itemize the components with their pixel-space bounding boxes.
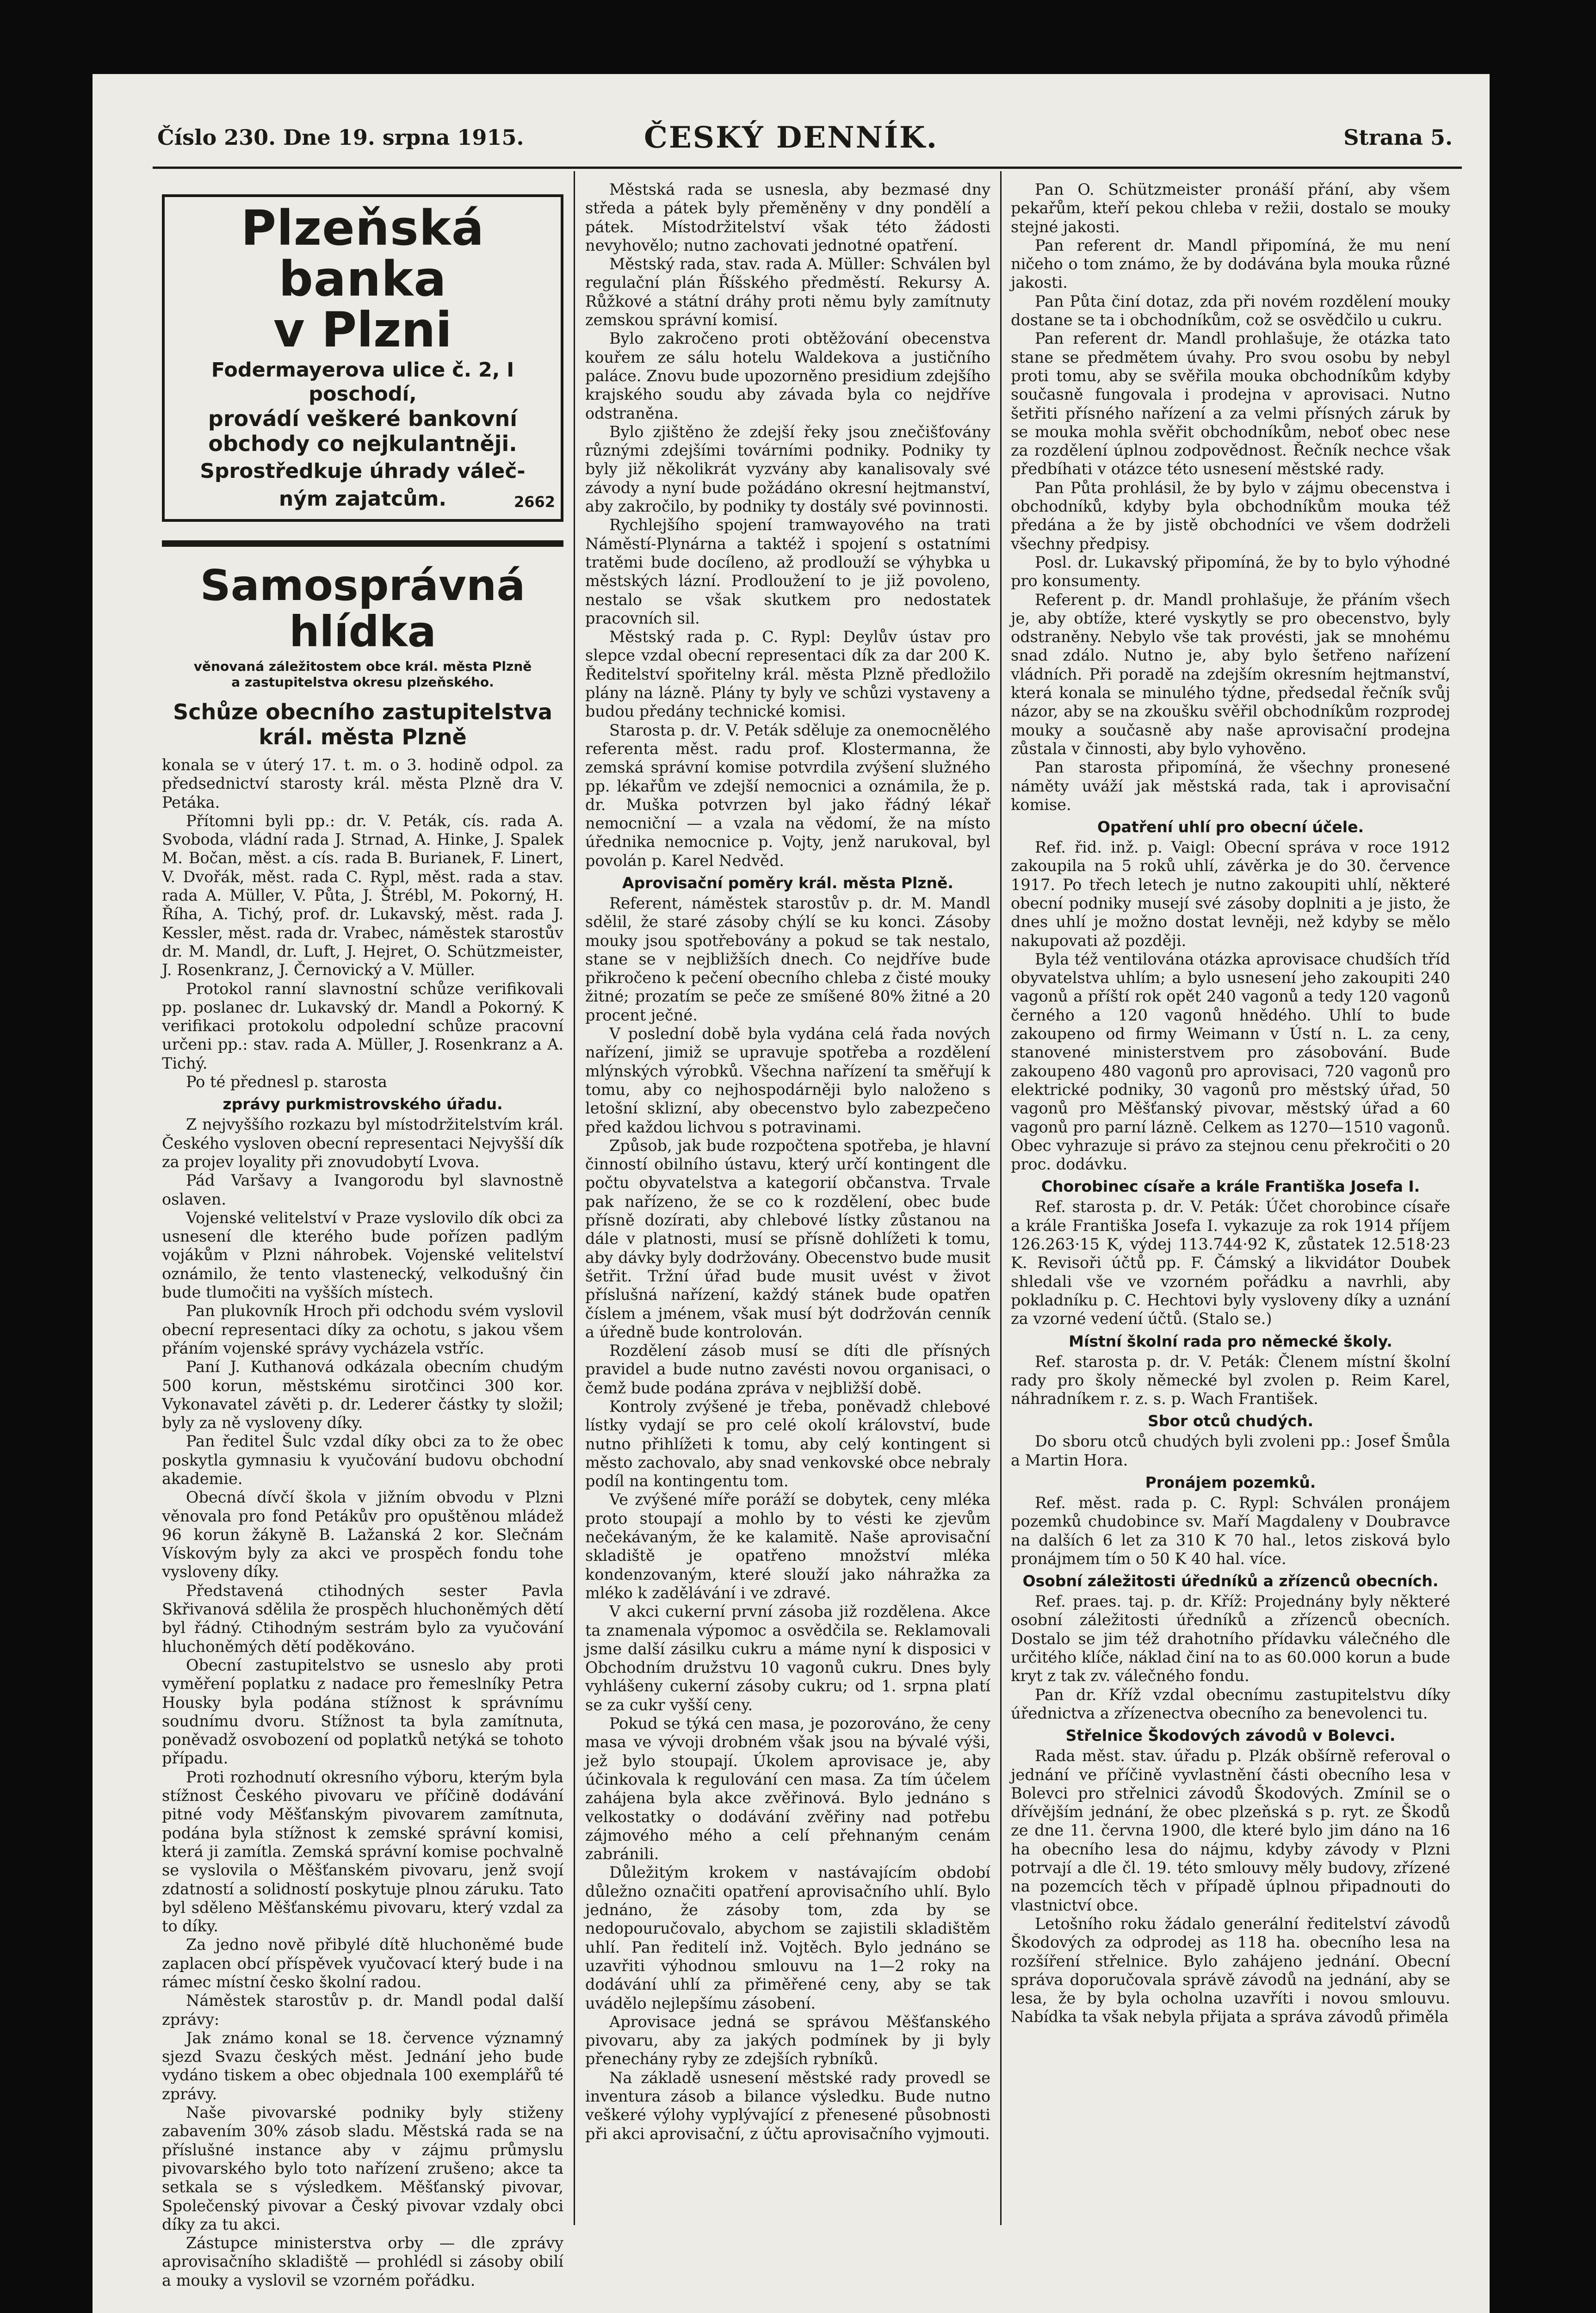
paragraph: Ref. starosta p. dr. V. Peták: Členem místní školní rady pro školy německé byl zvolen p. Reim Karel, náhradníkem r. z. s. p. Wach František. <box>1011 1352 1450 1408</box>
paragraph: Za jedno nově přibylé dítě hluchoněmé bude zaplacen obcí příspěvek vyučovací který bude i na rámec místní česko školní radou. <box>162 1936 563 1991</box>
paragraph: Jak známo konal se 18. července významný sjezd Svazu českých měst. Jednání jeho bude vydáno tiskem a obec objednala 100 exemplářů té zprávy. <box>162 2029 563 2103</box>
paragraph: Protokol ranní slavnostní schůze verifikovali pp. poslanec dr. Lukavský dr. Mandl a Pokorný. K verifikaci protokolu odpolední schůze pracovní určeni pp.: stav. rada A. Müller, J. Rosenkranz a A. Tichý. <box>162 979 563 1072</box>
paragraph: Představená ctihodných sester Pavla Skřivanová sdělila že prospěch hluchoněmých dětí byl řádný. Ctihodným sestrám bylo za vyučování hluchoněmých dětí poděkováno. <box>162 1581 563 1656</box>
section-divider <box>162 540 563 547</box>
section-subtitle-line: věnovaná záležitostem obce král. města Plzně <box>193 659 532 674</box>
paragraph: Rozdělení zásob musí se díti dle přísných pravidel a bude nutno zavésti novou organisaci, o čemž bude podána zpráva v nejbližší době. <box>585 1342 990 1397</box>
subheading: Aprovisační poměry král. města Plzně. <box>622 873 953 892</box>
paragraph: Pan ředitel Šulc vzdal díky obci za to že obec poskytla gymnasiu k vyučování budovu obchodní akademie. <box>162 1432 563 1488</box>
paragraph: Rada měst. stav. úřadu p. Plzák obšírně referoval o jednání ve příčině vyvlastnění části obecního lesa v Bolevci pro střelnici závodů Škodových. Zmínil se o dřívějším jednání, že obec plzeňská s p. ryt. ze Škodů ze dne 11. června 1900, dle které bylo jim dáno na 16 ha obecního lesa do nájmu, kdyby závody v Plzni potrvají a dle čl. 19. této smlouvy měly budovy, zřízené na pozemcích těch v případě úplnou připadnouti do vlastnictví obce. <box>1011 1747 1450 1914</box>
subheading: Opatření uhlí pro obecní účele. <box>1097 818 1364 836</box>
paragraph: Způsob, jak bude rozpočtena spotřeba, je hlavní činností obilního ústavu, který určí kontingent dle počtu obyvatelstva a kategorií občanstva. Trvale pak nařízeno, že se co k rozdělení, obec bude přísně dozírati, aby chlebové lístky zůstanou na dále v platnosti, musí se přísně dohlížeti k tomu, aby dávky byly dodržovány. Obecenstvo bude musit šetřit. Tržní úřad bude musit uvést v život příslušná nařízení, každý stánek bude opatřen číslem a jménem, však musí být dodržován cenník a úředně bude kontrolován. <box>585 1136 990 1341</box>
paragraph: Obecná dívčí škola v jižním obvodu v Plzni věnovala pro fond Petákův pro opuštěnou mládež 96 korun žákyně B. Lažanská 2 kor. Slečnám Vískovým byly za akci ve prospěch fondu tohe vysloveny díky. <box>162 1488 563 1581</box>
paragraph: Byla též ventilována otázka aprovisace chudších tříd obyvatelstva uhlím; a bylo usnesení jeho zakoupiti 240 vagonů a příští rok opět 240 vagonů a tedy 120 vagonů černého a 120 vagonů hnědého. Uhlí to bude zakoupeno od firmy Weimann v Ústí n. L. za ceny, stanovené ministerstvem pro zásobování. Bude zakoupeno 480 vagonů pro aprovisaci, 720 vagonů pro elektrické podniky, 30 vagonů pro městský úřad, 50 vagonů pro Měšťanský pivovar, městský úřad a 60 vagonů pro parní lázně. Celkem as 1270—1510 vagonů. Obec vyhrazuje si právo za stejnou cenu překročiti o 20 proc. dodávku. <box>1011 950 1450 1174</box>
header-rule <box>153 167 1462 169</box>
paragraph: Letošního roku žádalo generální ředitelství závodů Škodových za odprodej as 118 ha. obecního lesa na rozšíření střelnice. Bylo zahájeno jednání. Obecní správa doporučovala správě závodů na jednání, aby se lesa, že by byla ocholna uzavříti i novou smlouvu. Nabídka ta však nebyla přijata a správa závodů přiměla <box>1011 1914 1450 2026</box>
paragraph: Referent, náměstek starostův p. dr. M. Mandl sdělil, že staré zásoby chýlí se ku konci. Zásoby mouky jsou spotřebovány a pokud se tak nestalo, stane se v nejbližších dnech. Co nejdříve bude přikročeno k pečení obecního chleba z čisté mouky žitné; prozatím se peče ze smíšené 80% žitné a 20 procent ječné. <box>585 894 990 1024</box>
column-3 <box>1011 180 1450 2225</box>
subheading: Místní školní rada pro německé školy. <box>1069 1332 1392 1350</box>
ad-title: Plzeňská banka <box>241 200 485 307</box>
paragraph: Ref. měst. rada p. C. Rypl: Schválen pronájem pozemků chudobince sv. Maří Magdaleny v Doubravce na dalších 6 let za 310 K 70 hal., letos zisková bylo pronájmem tím o 50 K 40 hal. více. <box>1011 1494 1450 1568</box>
paragraph: V akci cukerní první zásoba již rozdělena. Akce ta znamenala výpomoc a osvědčila se. Reklamovali jsme další zásilku cukru a máme nyní k disposici v Obchodním družstvu 10 vagonů cukru. Dnes byly vyhlášeny cukerní zásoby cukru; od 1. srpna platí se za cukr vyšší ceny. <box>585 1602 990 1714</box>
paragraph: Bylo zakročeno proti obtěžování obecenstva kouřem ze sálu hotelu Waldekova a justičního paláce. Znovu bude upozorněno presidium zdejšího krajského soudu aby závada byla co nejdříve odstraněna. <box>585 329 990 422</box>
subheading: Střelnice Škodových závodů v Bolevci. <box>1065 1726 1396 1745</box>
paragraph: Do sboru otců chudých byli zvoleni pp.: Josef Šmůla a Martin Hora. <box>1011 1432 1450 1469</box>
page-number: Strana 5. <box>1343 125 1453 150</box>
bank-advertisement <box>162 194 563 522</box>
paragraph: Z nejvyššího rozkazu byl místodržitelstvím král. Českého vysloven obecní representaci Nejvyšší dík za projev loyality při znovudobytí Lvova. <box>162 1115 563 1171</box>
paragraph: Pan Půta činí dotaz, zda při novém rozdělení mouky dostane se ta i obchodníkům, což se osvědčilo u cukru. <box>1011 292 1450 329</box>
paragraph: Paní J. Kuthanová odkázala obecním chudým 500 korun, městskému sirotčinci 300 kor. Vykonavatel závěti p. dr. Lederer částky ty složil; byly za ně vysloveny díky. <box>162 1358 563 1432</box>
paragraph: Aprovisace jedná se správou Měšťanského pivovaru, aby za jakých podmínek by ji byly přenechány ryby ze zdejších rybníků. <box>585 2012 990 2068</box>
paragraph: Pan starosta připomíná, že všechny pronesené náměty uváží jak městská rada, tak i aprovisační komise. <box>1011 758 1450 814</box>
ad-text: Sprostředkuje úhrady váleč- <box>200 459 526 483</box>
article-headline-line: Schůze obecního zastupitelstva <box>173 699 552 724</box>
section-title: Samosprávná hlídka <box>200 561 526 656</box>
paragraph: Obecní zastupitelstvo se usneslo aby proti vyměření poplatku z nadace pro řemeslníky Petra Housky byla podána stížnost k správnímu soudnímu dvoru. Stížnost ta byla zamítnuta, poněvadž osvobození od poplatků netýká se tohoto případu. <box>162 1656 563 1768</box>
newspaper-title: ČESKÝ DENNÍK. <box>644 120 938 155</box>
paragraph: Po té přednesl p. starosta <box>186 1073 387 1091</box>
subheading: Osobní záležitosti úředníků a zřízenců obecních. <box>1022 1572 1439 1590</box>
paragraph: Městský rada, stav. rada A. Müller: Schválen byl regulační plán Říšského předměstí. Rekursy A. Růžkové a státní dráhy proti němu byly zamítnuty zemskou správní komisí. <box>585 255 990 329</box>
column-rule <box>574 171 575 2225</box>
paragraph: Starosta p. dr. V. Peták sděluje za onemocnělého referenta měst. radu prof. Klostermanna, že zemská správní komise potvrdila zvýšení služného pp. lékařům ve zdejší nemocnici a oznámila, že p. dr. Muška potvrzen byl jako řádný lékař nemocniční — a vzala na vědomí, že na místo úřednika nemocnice p. Vojty, jenž narukoval, byl povolán p. Karel Nedvěd. <box>585 721 990 870</box>
paragraph: Na základě usnesení městské rady provedl se inventura zásob a bilance výsledku. Bude nutno veškeré výlohy vyplývající z přenesené působnosti při akci aprovisační, z účtu aprovisačního vyjmouti. <box>585 2068 990 2143</box>
paragraph: Důležitým krokem v nastávajícím období důležno označiti opatření aprovisačního uhlí. Bylo jednáno, že zásoby tom, zda by se nedopouručovalo, abychom se zajistili skladištěm uhlí. Pan ředitelí inž. Vojtěch. Bylo jednáno se uzavřiti výhodnou smlouvu na 1—2 roky na dodávání uhlí za přiměřené ceny, aby se tak uvádělo nejlepšímu zásobení. <box>585 1863 990 2012</box>
paragraph: Ref. praes. taj. p. dr. Kříž: Projednány byly některé osobní záležitosti úředníků a zřízenců obecních. Dostalo se jim též drahotního přídavku válečného dle určitého klíče, náklad činí na to as 60.000 korun a bude kryt z tak zv. válečného fondu. <box>1011 1592 1450 1685</box>
paragraph: Ref. starosta p. dr. V. Peták: Účet chorobince císaře a krále Františka Josefa I. vykazuje za rok 1914 příjem 126.263·15 K, výdej 113.744·92 K, zůstatek 12.518·23 K. Revisoři účtů pp. F. Čámský a likvidátor Doubek shledali vše ve vzorném pořádku a navrhli, aby pokladníku p. C. Hechtovi byly vysloveny díky a uznání za vzorné vedení účtů. (Stalo se.) <box>1011 1198 1450 1328</box>
column-2 <box>585 180 990 2225</box>
paragraph: Náměstek starostův p. dr. Mandl podal další zprávy: <box>162 1991 563 2029</box>
paragraph: Naše pivovarské podniky byly stiženy zabavením 30% zásob sladu. Městská rada se na příslušné instance aby v zájmu průmyslu pivovarského bylo toto nařízení zrušeno; akce ta setkala se s výsledkem. Měšťanský pivovar, Společenský pivovar a Český pivovar vzdaly obci díky za tu akci. <box>162 2103 563 2233</box>
paragraph: Pan plukovník Hroch při odchodu svém vyslovil obecní representaci díky za ochotu, s jakou všem přáním vojenské správy vycházela vstříc. <box>162 1302 563 1357</box>
paragraph: Městská rada se usnesla, aby bezmasé dny středa a pátek byly přeměněny v dny pondělí a pátek. Místodržitelství však této žádosti nevyhovělo; nutno zachovati jednotné opatření. <box>585 180 990 254</box>
ad-text: obchody co nejkulantněji. <box>208 431 517 456</box>
column-rule <box>1000 171 1002 2225</box>
paragraph: Pád Varšavy a Ivangorodu byl slavnostně oslaven. <box>162 1171 563 1208</box>
paragraph: Pan Půta prohlásil, že by bylo v zájmu obecenstva i obchodníků, kdyby byla obchodníkům mouka též předána a že by jistě obchodníci ve všem dodrželi všechny předpisy. <box>1011 478 1450 553</box>
column-3-text <box>1011 180 1450 2027</box>
column-1 <box>162 180 563 2289</box>
subheading: Chorobinec císaře a krále Františka Josefa I. <box>1041 1177 1420 1196</box>
subheading: Pronájem pozemků. <box>1145 1473 1316 1491</box>
paragraph: V poslední době byla vydána celá řada nových nařízení, jimiž se upravuje spotřeba a rozdělení mlýnských výrobků. Všechna nařízení ta směřují k tomu, aby co nejhospodárněji bylo naloženo s letošní sklizní, aby obecenstvo bylo zabezpečeno před každou lichvou s potravinami. <box>585 1025 990 1136</box>
paragraph: Proti rozhodnutí okresního výboru, kterým byla stížnost Českého pivovaru ve příčině dodávání pitné vody Měšťanským pivovarem zamítnuta, podána byla stížnost k zemské správní komisi, která ji zamítla. Zemská správní komise pochvalně se vyslovila o Měšťanském pivovaru, jenž svojí zdatností a solidností poskytuje plnou záruku. Tato byl sděleno Měšťanskému pivovaru, který vzdal za to díky. <box>162 1768 563 1936</box>
section-subtitle-line: a zastupitelstva okresu plzeňského. <box>231 674 494 690</box>
paragraph: Referent p. dr. Mandl prohlašuje, že přáním všech je, aby obtíže, které vyskytly se pro obecenstvo, byly odstraněny. Nebylo vše tak provésti, jak se mnohému snad zdálo. Nutno je, aby bylo šetřeno nařízení vládních. Při poradě na zdejším okresním hejtmanství, která konala se minulého týdne, předsedal řečník svůj názor, aby se na zkoušku svěřil obchodníkům rozprodej mouky a současně aby naše aprovisační prodejna zůstala v činnosti, aby bylo vyhověno. <box>1011 590 1450 758</box>
article-headline-line: král. města Plzně <box>259 724 467 749</box>
column-1-text <box>162 756 563 2290</box>
paragraph: Bylo zjištěno že zdejší řeky jsou znečišťovány různými zdejšími továrními podniky. Podniky ty byly již několikrát vyzvány aby kanalisovaly své závody a nyní bude požádáno okresní hejtmanství, aby zakročilo, by podniky ty dostály své povinnosti. <box>585 422 990 516</box>
paragraph: Pan O. Schützmeister pronáší přání, aby všem pekařům, kteří pekou chleba v režii, dostalo se mouky stejné jakosti. <box>1011 180 1450 236</box>
ad-text: provádí veškeré bankovní <box>208 406 518 431</box>
column-2-text <box>585 180 990 2143</box>
issue-date: Číslo 230. Dne 19. srpna 1915. <box>157 125 524 150</box>
paragraph: Ref. řid. inž. p. Vaigl: Obecní správa v roce 1912 zakoupila na 5 roků uhlí, závěrka je do 30. července 1917. Po třech letech je nutno zakoupiti uhlí, některé obecní podniky musejí své zásoby doplniti a je jisto, že dnes uhlí je možno dostat levněji, než kdyby se mělo nakupovati až později. <box>1011 838 1450 950</box>
newspaper-page <box>93 74 1490 2313</box>
paragraph: konala se v úterý 17. t. m. o 3. hodině odpol. za předsednictví starosty král. města Plzně dra V. Petáka. <box>162 756 563 811</box>
paragraph: Zástupce ministerstva orby — dle zprávy aprovisačního skladiště — prohlédl si zásoby obilí a mouky a vyslovil se vzorném pořádku. <box>162 2234 563 2289</box>
paragraph: Pokud se týká cen masa, je pozorováno, že ceny masa ve vývoji drobném však jsou na bývalé výši, jež bylo stoupají. Úkolem aprovisace je, aby účinkovala k regulování cen masa. Za tím účelem zahájena byla akce zvěřinová. Bylo jednáno s velkostatky o dodávání zvěřiny nad potřebu zájmového mého a celí přehnaným cenám zabránili. <box>585 1714 990 1863</box>
section-subtitle <box>162 659 563 690</box>
paragraph: Rychlejšího spojení tramwayového na trati Náměstí-Plynárna a taktéž i spojení s ostatními tratěmi bude docíleno, až prodlouží se výhybka u městských lázní. Prodloužení to je již povoleno, nestalo se však skutkem pro nedostatek pracovních sil. <box>585 516 990 627</box>
subheading: zprávy purkmistrovského úřadu. <box>223 1095 503 1113</box>
paragraph: Pan referent dr. Mandl připomíná, že mu není ničeho o tom známo, že by dodávána byla mouka různé jakosti. <box>1011 236 1450 292</box>
ad-text: ným zajatcům. <box>278 487 447 511</box>
subheading: Sbor otců chudých. <box>1147 1412 1314 1430</box>
paragraph: Městský rada p. C. Rypl: Deylův ústav pro slepce vzdal obecní representaci dík za dar 200 K. Ředitelství spořitelny král. města Plzně předložilo plány na lázně. Plány ty byly ve schůzi vystaveny a budou předány technické komisi. <box>585 628 990 721</box>
ad-address: Fodermayerova ulice č. 2, I poschodí, <box>211 359 514 406</box>
ad-number: 2662 <box>513 493 555 511</box>
paragraph: Vojenské velitelství v Praze vyslovilo dík obci za usnesení dle kterého bude pořízen padlým vojákům v Plzni náhrobek. Vojenské velitelství oznámilo, že tento vlastenecký, velkodušný čin bude tlumočiti na vyšších místech. <box>162 1208 563 1302</box>
paragraph: Kontroly zvýšené je třeba, poněvadž chlebové lístky vydají se pro celé okolí království, bude nutno přihlížeti k tomu, aby celý kontingent si město zachovalo, aby snad venkovské obce nebraly podíl na kontingentu tom. <box>585 1398 990 1490</box>
paragraph: Pan dr. Kříž vzdal obecnímu zastupitelstvu díky úřednictva a zřízenectva obecního za benevolenci tu. <box>1011 1685 1450 1722</box>
paragraph: Pan referent dr. Mandl prohlašuje, že otázka tato stane se předmětem úvahy. Pro svou osobu by nebyl proti tomu, aby se svěřila mouka obchodníkům kdyby současně fungovala i prodejna v aprovisaci. Nutno šetřiti přísného nařízení a za velmi přísných záruk by se mouka mohla svěřit obchodníkům, neboť obec nese za rozdělení úplnou zodpovědnost. Řečník nechce však předbíhati v otázce této usnesení městské rady. <box>1011 329 1450 478</box>
paragraph: Ve zvýšené míře poráží se dobytek, ceny mléka proto stoupají a mohlo by to vésti ke zjevům nečekávaným, že ke kalamitě. Naše aprovisační skladiště je opatřeno množství mléka kondenzovaným, které slouží jako náhražka za mléko k zadělávání i ve zdravé. <box>585 1490 990 1602</box>
paragraph: Posl. dr. Lukavský připomíná, že by to bylo výhodné pro konsumenty. <box>1011 553 1450 590</box>
paragraph: Přítomni byli pp.: dr. V. Peták, cís. rada A. Svoboda, vládní rada J. Strnad, A. Hinke, J. Spalek M. Bočan, měst. a cís. rada B. Burianek, F. Linert, V. Dvořák, měst. rada C. Rypl, měst. rada a stav. rada A. Müller, V. Půta, J. Štrébl, M. Pokorný, H. Říha, A. Tichý, prof. dr. Lukavský, měst. rada J. Kessler, měst. rada dr. Vrabec, náměstek starostův dr. M. Mandl, dr. Luft, J. Hejret, O. Schützmeister, J. Rosenkranz, J. Černovický a V. Müller. <box>162 811 563 979</box>
ad-title-city: v Plzni <box>273 302 452 358</box>
article-headline <box>162 699 563 749</box>
